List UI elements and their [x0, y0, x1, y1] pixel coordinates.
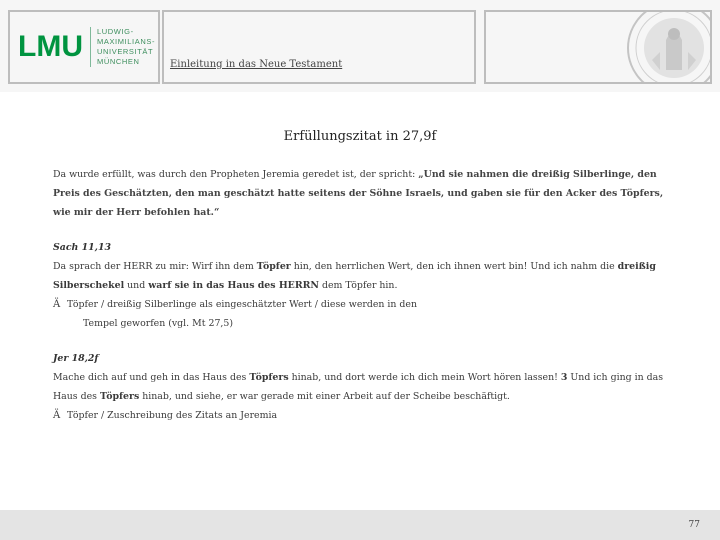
course-title: Einleitung in das Neue Testament: [170, 59, 343, 70]
jer-reference: Jer 18,2f: [53, 353, 99, 364]
logo-mark: LMU: [18, 27, 91, 67]
sach-text: Da sprach der HERR zu mir: Wirf ihn dem Töpfer hin, den herrlichen Wert, den ich ihnen wert bin! Und ich nahm die dreißig Silberschekel und warf sie in das Haus des HERRN dem Töpfer hin.: [53, 261, 656, 291]
lmu-logo: [8, 10, 160, 84]
logo-university-name: LUDWIG- MAXIMILIANS- UNIVERSITÄT MÜNCHEN: [97, 27, 156, 66]
jer-section: [53, 349, 665, 425]
sach-reference: Sach 11,13: [53, 242, 111, 253]
slide-header: [0, 0, 720, 92]
sach-section: [53, 238, 665, 333]
jer-text: Mache dich auf und geh in das Haus des Töpfers hinab, und dort werde ich dich mein Wort hören lassen! 3 Und ich ging in das Haus des Töpfers hinab, und siehe, er war gerade mit einer Arbeit auf der Scheibe beschäftigt.: [53, 372, 664, 402]
seal-box: [484, 10, 712, 84]
intro-paragraph: Da wurde erfüllt, was durch den Propheten Jeremia geredet ist, der spricht: „Und sie nahmen die dreißig Silberlinge, den Preis des Geschätzten, den man geschätzt hatte seitens der Söhne Israels, und gaben sie für den Acker des Töpfers, wie mir der Herr befohlen hat.“: [53, 169, 664, 218]
university-seal-icon: [626, 10, 712, 84]
sach-note-continuation: Tempel geworfen (vgl. Mt 27,5): [83, 318, 234, 329]
sach-note: Ä Töpfer / dreißig Silberlinge als eingeschätzter Wert / diese werden in den: [53, 295, 665, 314]
slide-footer: [0, 510, 720, 540]
arrow-icon: Ä: [53, 299, 61, 310]
matthew-quote: „Und sie nahmen die dreißig Silberlinge, den Preis des Geschätzten, den man geschätzt hatte seitens der Söhne Israels, und gaben sie für den Acker des Töpfers, wie mir der Herr befohlen hat.“: [53, 169, 664, 218]
page-number: 77: [688, 520, 700, 530]
slide-title: Erfüllungszitat in 27,9f: [283, 129, 437, 144]
slide-content: [0, 92, 720, 510]
jer-note: Ä Töpfer / Zuschreibung des Zitats an Jeremia: [53, 406, 665, 425]
arrow-icon: Ä: [53, 410, 61, 421]
course-title-box: [162, 10, 476, 84]
